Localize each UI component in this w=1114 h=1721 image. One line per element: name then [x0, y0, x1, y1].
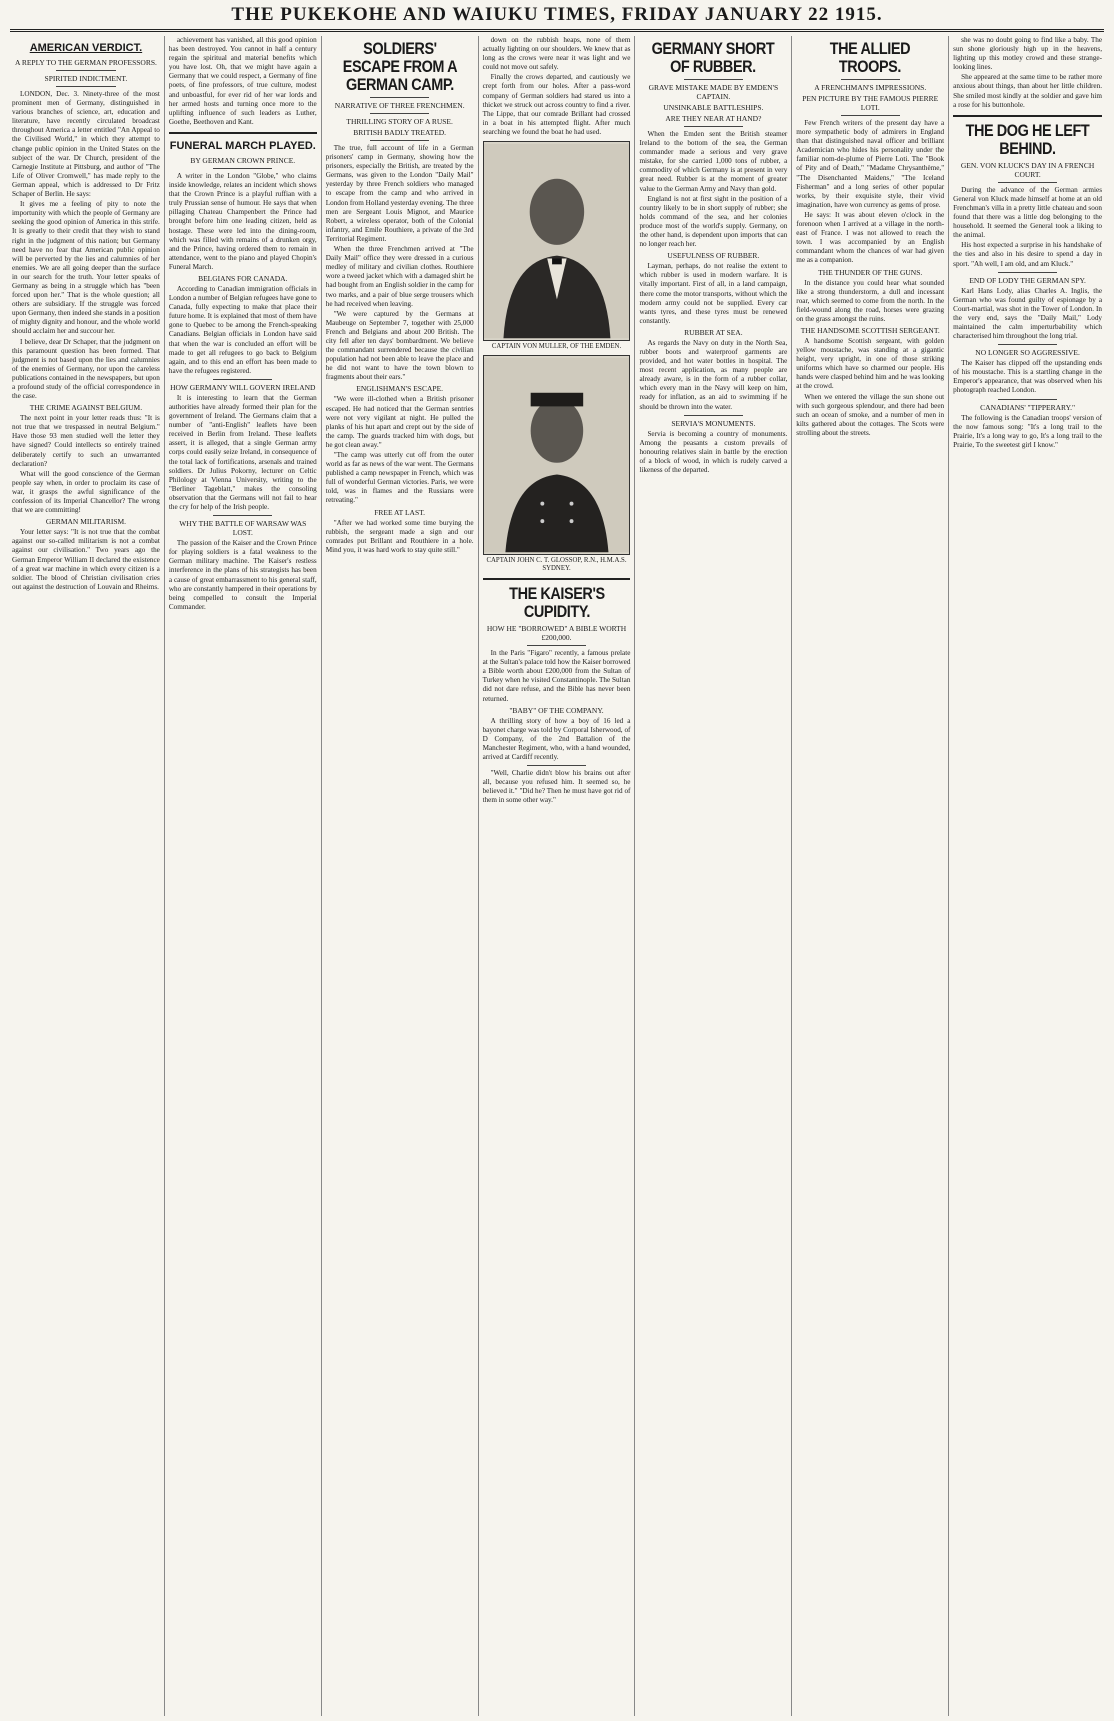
- divider: [953, 115, 1102, 117]
- article-paragraph: A thrilling story of how a boy of 16 led a bayonet charge was told by Corporal Isherwood, of D Company, of the 2nd Battalion of the Manchester Regiment, who, with a hand wounded, arrived at Cardiff recently.: [482, 716, 631, 761]
- article-paragraph: Finally the crows departed, and cautiously we crept forth from our holes. After a pass-word company of German soldiers had stared us into a thicket we struck out across country to find a river. The Lippe, that our comrade Brillant had crossed in a boat in his attempted flight. After much searching we found the boat he had used.: [482, 73, 631, 136]
- subhead: GEN. VON KLUCK'S DAY IN A FRENCH COURT.: [960, 160, 1095, 179]
- divider: [684, 126, 743, 127]
- headline-american-verdict: AMERICAN VERDICT.: [29, 42, 143, 54]
- divider: [527, 765, 586, 766]
- article-paragraph: Layman, perhaps, do not realise the extent to which rubber is used in modern warfare. It is vitally important. First of all, in a land campaign, there come the motor transports, without which the modern army could not be supplied. Every car wants tyres, and these tyres must be renewed constantly.: [639, 262, 788, 325]
- subhead: ENGLISHMAN'S ESCAPE.: [356, 384, 444, 394]
- divider: [213, 379, 272, 380]
- divider: [841, 79, 900, 80]
- article-paragraph: Your letter says: "It is not true that the combat against our so-called militarism is not a combat against our civilisation." Two years ago the German Emperor William II declared the existence of a great war machine in which every citizen is a soldier. The blood of Christian civilisation cries out against the destruction of Louvain and Rheims.: [12, 528, 160, 591]
- headline-dog-left-behind: THE DOG HE LEFT BEHIND.: [965, 120, 1090, 158]
- subhead: BRITISH BADLY TREATED.: [353, 128, 447, 137]
- subhead: THE HANDSOME SCOTTISH SERGEANT.: [800, 325, 940, 335]
- article-paragraph: The next point in your letter reads thus: "It is not true that we trespassed in neutral Belgium." Have those 93 men studied well the letter they have signed? Could intellects so entirely trained deliberately certify to such an unwarranted declaration?: [12, 414, 160, 468]
- article-paragraph: In the Paris "Figaro" recently, a famous prelate at the Sultan's palace told how the Kaiser borrowed a Bible worth about £200,000 from the Sultan of Turkey when he visited Constantinople. The Sultan did not dare refuse, and the Bible has never been returned.: [482, 649, 631, 703]
- subhead: NO LONGER SO AGGRESSIVE.: [975, 348, 1080, 358]
- subhead: RUBBER AT SEA.: [684, 327, 743, 337]
- article-paragraph: The following is the Canadian troops' version of the now famous song: "It's a long trail to the Prairie, It's a long way to go, It's a long trail to the Prairie, To the sweetest girl I know.": [953, 413, 1103, 449]
- divider: [56, 70, 115, 71]
- divider: [527, 645, 586, 646]
- article-paragraph: It gives me a feeling of pity to note the importunity with which the people of Germany are seeking the good opinion of America in this strife. It is greatly to their credit that they wish to stand right in the judgment of this nation; but Germany need have no fear that American public opinion will be perverted by the lies and calumnies of her enemies. We are all going deeper than the surface in our search for the truth. Your letter speaks of Germany as being in a struggle which has "been forced upon her." That is the whole question; all others are subsidiary. If the struggle was forced upon Germany, then indeed she stands in a position of mighty dignity and honour, and the whole world should acclaim her and succour her.: [12, 200, 160, 336]
- subhead: FREE AT LAST.: [374, 507, 426, 517]
- masthead: [10, 4, 1104, 32]
- subhead: THRILLING STORY OF A RUSE.: [346, 117, 453, 126]
- divider: [998, 272, 1058, 273]
- article-paragraph: What will the good conscience of the German people say when, in order to proclaim its case of war, it grasps the awful significance of the confession of its Imperial Chancellor? The wrong that we are committing!: [12, 469, 160, 515]
- article-paragraph: The passion of the Kaiser and the Crown Prince for playing soldiers is a fatal weakness to the German military machine. The Kaiser's restless interference in the plans of his strategists has been a cause of great embarrassment to his general staff, who are constantly hampered in their operations by being compelled to consult the Imperial Commander.: [168, 539, 317, 611]
- subhead: END OF LODY THE GERMAN SPY.: [969, 275, 1086, 285]
- column-1: [8, 36, 165, 1716]
- subhead: GRAVE MISTAKE MADE BY EMDEN'S CAPTAIN.: [648, 83, 779, 101]
- article-paragraph: "The camp was utterly cut off from the outer world as far as news of the war went. The Germans published a camp newspaper in French, which was full of wonderful German victories. Paris, we were told, was in flames and the Russians were retreating.": [325, 451, 474, 505]
- subhead: "BABY" OF THE COMPANY.: [509, 705, 604, 715]
- column-5: [635, 36, 792, 1716]
- subhead: HOW HE "BORROWED" A BIBLE WORTH £200,000.: [486, 624, 627, 643]
- divider: [213, 168, 272, 169]
- divider: [370, 113, 429, 114]
- article-paragraph: "We were captured by the Germans at Maubeuge on September 7, together with 25,000 French and Belgians and about 200 British. The city fell after ten days' bombardment. We believe the commandant surrendered because the civilian population had not been able to leave the place and he did not want to have the town blown to fragments about their ears.": [325, 309, 474, 382]
- subhead: THE THUNDER OF THE GUNS.: [818, 267, 923, 277]
- divider: [684, 415, 743, 416]
- article-paragraph: Few French writers of the present day have a more sympathetic body of admirers in England than that distinguished naval officer and brilliant Academician who hides his personality under the familiar nom-de-plume of Pierre Loti. The "Book of Pity and of Death," "Madame Chrysanthème," "The Disenchanted Maidens," "The Iceland Fisherman" and a long series of other popular works, by their exquisite style, their vivid imagination, have won currency as gems of prose.: [796, 119, 945, 209]
- headline-funeral-march: FUNERAL MARCH PLAYED.: [169, 139, 316, 152]
- headline-soldiers-escape: SOLDIERS' ESCAPE FROM A GERMAN CAMP.: [342, 39, 457, 94]
- article-paragraph: A writer in the London "Globe," who claims inside knowledge, relates an incident which shows that the Crown Prince is a playful ruffian with a truly Prussian sense of humour. He says that when pillaging Chateau Champenbert the Prince had brought before him one leading citizen, held as hostage. These were led into the dining-room, which was filled with remains of a drunken orgy, and the Prince, having ordered them to remain in attendance, went to the piano and played Chopin's Funeral March.: [168, 171, 317, 271]
- article-paragraph: I believe, dear Dr Schaper, that the judgment on this paramount question has been formed. That judgment is not based upon the lies and calumnies of the enemies of Germany, nor upon the careless publications contained in the newspapers, but upon a profound study of the official correspondence in the case.: [12, 337, 160, 401]
- subhead: A REPLY TO THE GERMAN PROFESSORS.: [14, 58, 157, 67]
- subhead: PEN PICTURE BY THE FAMOUS PIERRE LOTI.: [802, 94, 939, 112]
- column-4: [479, 36, 636, 1716]
- article-paragraph: Karl Hans Lody, alias Charles A. Inglis, the German who was found guilty of espionage by a Court-martial, was shot in the Tower of London. In the very end, says the "Daily Mail," Lody maintained the calm imperturbability which characterised him throughout the long trial.: [953, 286, 1103, 341]
- divider: [370, 140, 429, 141]
- subhead: USEFULNESS OF RUBBER.: [667, 251, 760, 261]
- article-paragraph: He says: It was about eleven o'clock in the forenoon when I arrived at a village in the north-east of France. I was not allowed to reach the town. I was accompanied by an English commandant whom the chances of war had given me as a companion.: [796, 210, 945, 265]
- portrait-illustration: [484, 356, 630, 554]
- subhead: THE CRIME AGAINST BELGIUM.: [29, 403, 143, 413]
- article-paragraph: During the advance of the German armies General von Kluck made himself at home at an old Frenchman's villa in a pretty little chateau and soon found that there was a little dog belonging to the household. It seemed the General took a liking to the animal.: [953, 185, 1103, 240]
- column-3: [322, 36, 479, 1716]
- divider: [998, 399, 1058, 400]
- article-paragraph: It is interesting to learn that the German authorities have already formed their plan for the government of Ireland. The Germans claim that a number of "anti-English" leaflets have been received in Berlin from Ireland. These leaflets assert, it is alleged, that a single German army corps could easily seize Ireland, in consequence of the total lack of fortifications, arsenals and trained soldiers. Dr Julius Pokorny, lecturer on Celtic Philology at Vienna University, writing to the "Berliner Tageblatt," makes the consoling observation that the Germans will not fail to hear the cry for help of the Irish people.: [168, 393, 317, 512]
- subhead: UNSINKABLE BATTLESHIPS.: [663, 103, 764, 112]
- divider: [998, 182, 1058, 183]
- article-paragraph: The true, full account of life in a German prisoners' camp in Germany, showing how the prisoners, especially the British, are treated by the Germans, was given to the London "Daily Mail" yesterday by three French soldiers who managed to escape from the camp and who arrived in London from Holland yesterday evening. The three men are Sergeant Louis Mignot, and Maurice Robert, a wireless operator, both of the Colonial infantry, and Emile Routhiere, a private of the 3rd Territorial Regiment.: [325, 144, 474, 243]
- article-paragraph: down on the rubbish heaps, none of them actually lighting on our shoulders. We knew that as long as the crows were near it was light and we could not move out safely.: [482, 36, 631, 72]
- article-paragraph: "After we had worked some time burying the rubbish, the sergeant made a sign and our comrades put Brillant and Routhiere in a hole. Mind you, it was hard work to stay quite still.": [325, 518, 474, 554]
- newspaper-columns: [8, 36, 1106, 1716]
- article-paragraph: She appeared at the same time to be rather more anxious about things, than about her little children. She smiled most kindly at the soldier and gave him a rose for his buttonhole.: [953, 73, 1103, 109]
- article-paragraph: England is not at first sight in the position of a country likely to be in short supply of rubber; she holds command of the sea, and her colonies produce most of the world's supply. Germany, on the other hand, is dependent upon imports that can no longer reach her.: [639, 194, 788, 249]
- column-6: [792, 36, 949, 1716]
- portrait-illustration: [484, 142, 630, 340]
- portrait-von-muller: [483, 141, 631, 341]
- newspaper-title: THE PUKEKOHE AND WAIUKU TIMES, FRIDAY JANUARY 22 1915.: [231, 4, 883, 25]
- subhead: SERVIA'S MONUMENTS.: [671, 418, 756, 428]
- article-paragraph: His host expected a surprise in his handshake of the ties and also in his desire to spend a day in sport. "Ah well, I am old, and am Kluck.": [953, 241, 1103, 268]
- subhead: GERMAN MILITARISM.: [45, 517, 127, 527]
- subhead: SPIRITED INDICTMENT.: [44, 74, 128, 83]
- portrait-caption: CAPTAIN JOHN C. T. GLOSSOP, R.N., H.M.A.S. SYDNEY.: [486, 557, 627, 573]
- subhead: BELGIANS FOR CANADA.: [198, 273, 288, 283]
- divider: [370, 97, 429, 98]
- article-paragraph: As regards the Navy on duty in the North Sea, rubber boots and waterproof garments are provided, and hot water bottles in hospital. The most recent application, as many people are already aware, is in the form of a rubber collar, which every man in the Navy will keep on him, ready for inflation, as an aid to swimming if he should be thrown into the water.: [639, 338, 788, 411]
- article-paragraph: "We were ill-clothed when a British prisoner escaped. He had noticed that the German sentries were not very vigilant at night. He pulled the planks of his hut apart and crept out by the side of the camp. The guards tracked him with dogs, but he got clean away.": [325, 395, 474, 449]
- article-paragraph: The Kaiser has clipped off the upstanding ends of his moustache. This is a startling change in the Emperor's appearance, that was observed when his photograph reached London.: [953, 359, 1103, 395]
- column-2: [165, 36, 322, 1716]
- headline-allied-troops: THE ALLIED TROOPS.: [830, 39, 911, 76]
- article-paragraph: LONDON, Dec. 3. Ninety-three of the most prominent men of Germany, distinguished in various branches of science, art, education and literature, have recently circulated broadcast throughout America a letter entitled "An Appeal to the Civilised World," in which they attempt to change public opinion in the United States on the subject of the war. Dr Church, president of the Carnegie Institute at Pittsburg, and author of "The Life of Oliver Cromwell," has made reply to the German appeal, which is addressed to Dr Fritz Schaper of Berlin. He says:: [12, 90, 160, 199]
- subhead: HOW GERMANY WILL GOVERN IRELAND: [170, 382, 316, 392]
- article-paragraph: Servia is becoming a country of monuments. Among the peasants a custom prevails of honouring relatives slain in battle by the erection of a block of wood, in which is rudely carved a likeness of the departed.: [639, 429, 788, 474]
- article-paragraph: In the distance you could hear what sounded like a strong thunderstorm, a dull and incessant roar, which seemed to come from the north. In the field-wound along the road, horses were grazing on the grass amongst the ruins.: [796, 278, 945, 323]
- article-paragraph: she was no doubt going to find like a baby. The sun shone gloriously high up in the heavens, lighting up this motley crowd and these strange-looking lines.: [953, 36, 1103, 72]
- headline-kaisers-cupidity: THE KAISER'S CUPIDITY.: [508, 584, 605, 622]
- subhead: CANADIANS' "TIPPERARY.": [980, 402, 1076, 412]
- divider: [483, 578, 631, 580]
- article-paragraph: A handsome Scottish sergeant, with golden yellow moustache, was standing at a gigantic height, very upright, in one of those striking uniforms which have so charmed our people. His hands were clasped behind him and he was looking at the crowd.: [796, 336, 945, 391]
- portrait-caption: CAPTAIN VON MULLER, OF THE EMDEN.: [491, 343, 622, 351]
- subhead: BY GERMAN CROWN PRINCE.: [190, 155, 296, 165]
- subhead: ARE THEY NEAR AT HAND?: [665, 114, 762, 123]
- divider: [56, 86, 115, 87]
- subhead: NARRATIVE OF THREE FRENCHMEN.: [334, 101, 465, 110]
- subhead: WHY THE BATTLE OF WARSAW WAS LOST.: [179, 519, 307, 538]
- article-paragraph: When the three Frenchmen arrived at "The Daily Mail" office they were dressed in a curious medley of military and civilian clothes. Routhiere wore a tweed jacket which with a damaged shirt he had bought from an English soldier in the camp for two marks, and a pair of blue serge trousers which he had received when leaving.: [325, 245, 474, 308]
- headline-germany-short-of-rubber: GERMANY SHORT OF RUBBER.: [652, 39, 775, 76]
- article-paragraph: "Well, Charlie didn't blow his brains out after all, because you refused him. It seemed so, he believed it." "Did he? Then he must have got rid of them in some other way.": [482, 769, 631, 805]
- divider: [998, 344, 1058, 345]
- subhead: A FRENCHMAN'S IMPRESSIONS.: [814, 83, 927, 92]
- divider: [684, 79, 743, 80]
- divider: [169, 132, 317, 134]
- article-paragraph: When we entered the village the sun shone out with such gorgeous splendour, and there had been such an ocean of smoke, and a number of men in kilts gathered about the cottages. The Scots were strolling about the streets.: [796, 392, 945, 437]
- article-paragraph: According to Canadian immigration officials in London a number of Belgian refugees have gone to Canada, fully expecting to make that place their future home. It is explained that most of them have gone to Quebec to be among the French-speaking Canadians. Belgian officials in London have said that when the war is concluded an effort will be made to get all refugees to go back to Belgium again, and to this end an effort has been made to have the refugees registered.: [168, 284, 317, 375]
- article-paragraph: When the Emden sent the British steamer Ireland to the bottom of the sea, the German commander made a serious and very grave mistake, for she carried 1,000 tons of rubber, a commodity of which Germany is at present in very great need. Rubber is at the moment of greater value to the German Army and Navy than gold.: [639, 130, 788, 193]
- divider: [841, 115, 900, 116]
- portrait-glossop: [483, 355, 631, 555]
- divider: [213, 515, 272, 516]
- article-paragraph: achievement has vanished, all this good opinion has been destroyed. You cannot in half a century regain the spiritual and material benefits which you have lost. Oh, that we might have again a Germany that we could respect, a Germany of fine poets, of fine professors, of true culture, modest and unboastful, for ever rid of her war lords and her armed hosts and turning once more to the uplifting influence of such leaders as Luther, Goethe, Beethoven and Kant.: [168, 36, 317, 126]
- column-7: [949, 36, 1106, 1716]
